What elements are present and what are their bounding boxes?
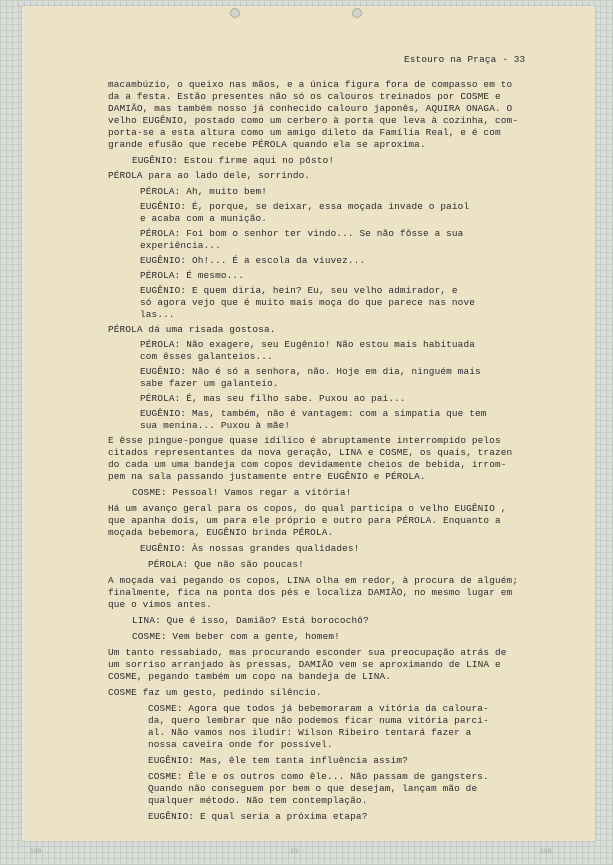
dialogue-line: EUGÊNIO: Mas, êle tem tanta influência assim? xyxy=(148,755,408,766)
text-line: Um tanto ressabiado, mas procurando esconder sua preocupação atrás de xyxy=(108,647,507,658)
text-line: macambúzio, o queixo nas mãos, e a única figura fora de compasso em to xyxy=(108,79,513,90)
dialogue-line: COSME: Vem beber com a gente, homem! xyxy=(132,631,340,642)
dialogue-line: sabe fazer um galanteio. xyxy=(140,378,279,389)
dialogue-line: COSME: Êle e os outros como êle... Não passam de gangsters. xyxy=(148,771,489,782)
dialogue-line: experiência... xyxy=(140,240,221,251)
ruler-mark-right: 100 xyxy=(540,848,552,855)
text-line: DAMIÃO, mas também nosso já conhecido calouro japonês, AQUIRA ONAGA. O xyxy=(108,103,513,114)
dialogue-line: COSME: Pessoal! Vamos regar a vitória! xyxy=(132,487,352,498)
text-line: do cada um uma bandeja com copos devidamente cheios de bebida, irrom- xyxy=(108,459,507,470)
dialogue-line: LINA: Que é isso, Damião? Está borocochô? xyxy=(132,615,369,626)
text-line: COSME, pegando também um copo na bandeja de LINA. xyxy=(108,671,392,682)
dialogue-line: PÉROLA: Não exagere, seu Eugênio! Não estou mais habituada xyxy=(140,339,476,350)
dialogue-line: COSME: Agora que todos já bebemoraram a vitória da caloura- xyxy=(148,703,489,714)
text-line: que apanha dois, um para ele próprio e outro para PÉROLA. Enquanto a xyxy=(108,515,501,526)
dialogue-line: da, quero lembrar que não podemos ficar numa vitória parci- xyxy=(148,715,489,726)
dialogue-line: PÉROLA: Ah, muito bem! xyxy=(140,186,268,197)
dialogue-line: qualquer método. Não tem contemplação. xyxy=(148,795,368,806)
dialogue-line: sua menina... Puxou à mãe! xyxy=(140,420,291,431)
text-line: que o vimos antes. xyxy=(108,599,212,610)
typewritten-page xyxy=(22,6,595,841)
dialogue-line: EUGÊNIO: Mas, também, não é vantagem: com a simpatia que tem xyxy=(140,408,487,419)
dialogue-line: EUGÊNIO: E quem diria, hein? Eu, seu velho admirador, e xyxy=(140,285,458,296)
stage-direction: PÉROLA para ao lado dele, sorrindo. xyxy=(108,170,311,181)
dialogue-line: PÉROLA: Foi bom o senhor ter vindo... Se não fôsse a sua xyxy=(140,228,464,239)
dialogue-line: PÉROLA: É mesmo... xyxy=(140,270,244,281)
dialogue-line: PÉROLA: É, mas seu filho sabe. Puxou ao pai... xyxy=(140,393,406,404)
text-line: grande efusão que recebe PÉROLA quando ela se aproxima. xyxy=(108,139,426,150)
dialogue-line: EUGÊNIO: Estou firme aqui no pôsto! xyxy=(132,155,335,166)
page-header: Estouro na Praça - 33 xyxy=(404,54,526,65)
text-line: velho EUGÊNIO, postado como um cerbero à porta que leva à cozinha, com- xyxy=(108,115,519,126)
text-line: pem na sala passando justamente entre EUGÊNIO e PÉROLA. xyxy=(108,471,426,482)
dialogue-line: EUGÊNIO: Oh!... É a escola da viuvez... xyxy=(140,255,366,266)
dialogue-line: las... xyxy=(140,309,175,320)
text-line: A moçada vai pegando os copos, LINA olha em redor, à procura de alguém; xyxy=(108,575,519,586)
text-line: porta-se a esta altura como um amigo dileto da Família Real, e é com xyxy=(108,127,501,138)
dialogue-line: EUGÊNIO: É, porque, se deixar, essa moçada invade o paiol xyxy=(140,201,470,212)
dialogue-line: al. Não vamos nos iludir: Wilson Ribeiro tentará fazer a xyxy=(148,727,472,738)
text-line: da a festa. Estão presentes não só os calouros treinados por COSME e xyxy=(108,91,501,102)
text-line: um sorriso arranjado às pressas, DAMIÃO vem se aproximando de LINA e xyxy=(108,659,501,670)
text-line: moçada bebemora, EUGÊNIO brinda PÉROLA. xyxy=(108,527,334,538)
text-line: E êsse pingue-pongue quase idílico é abruptamente interrompido pelos xyxy=(108,435,501,446)
stage-direction: PÉROLA dá uma risada gostosa. xyxy=(108,324,276,335)
ruler-mark-left: 100 xyxy=(30,848,42,855)
dialogue-line: e acaba com a munição. xyxy=(140,213,268,224)
text-line: citados representantes da nova geração, LINA e COSME, os quais, trazen xyxy=(108,447,513,458)
dialogue-line: Quando não conseguem por bem o que desejam, lançam mão de xyxy=(148,783,478,794)
dialogue-line: EUGÊNIO: Não é só a senhora, não. Hoje em dia, ninguém mais xyxy=(140,366,481,377)
dialogue-line: EUGÊNIO: Às nossas grandes qualidades! xyxy=(140,543,360,554)
text-line: Há um avanço geral para os copos, do qual participa o velho EUGÊNIO , xyxy=(108,503,507,514)
dialogue-line: PÉROLA: Que não são poucas! xyxy=(148,559,304,570)
dialogue-line: EUGÊNIO: E qual seria a próxima etapa? xyxy=(148,811,368,822)
page-text xyxy=(22,6,595,841)
text-line: finalmente, fica na ponta dos pés e localiza DAMIÃO, no mesmo lugar em xyxy=(108,587,513,598)
ruler-mark-mid: 10 xyxy=(290,848,298,855)
stage-direction: COSME faz um gesto, pedindo silêncio. xyxy=(108,687,322,698)
dialogue-line: só agora vejo que é muito mais moça do que parece nas nove xyxy=(140,297,476,308)
dialogue-line: nossa caveira onde for possível. xyxy=(148,739,333,750)
dialogue-line: com êsses galanteios... xyxy=(140,351,273,362)
